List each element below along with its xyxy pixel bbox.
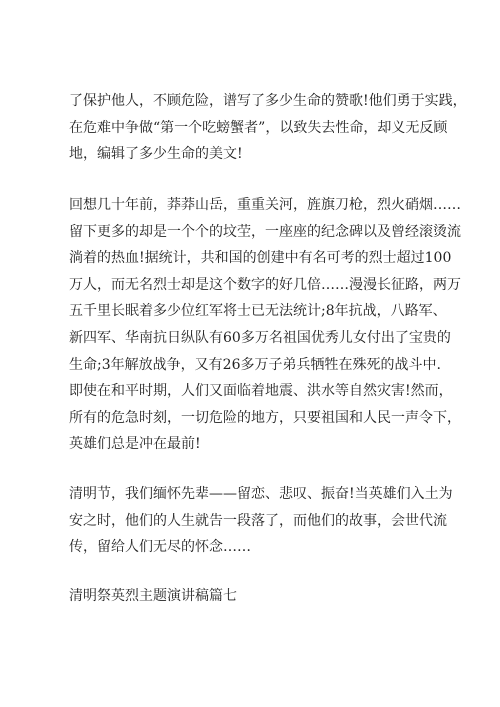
text-line: 即使在和平时期，人们又面临着地震、洪水等自然灾害!然而，	[69, 383, 453, 400]
text-line: 安之时，他们的人生就告一段落了，而他们的故事，会世代流	[69, 512, 447, 529]
text-line: 万人，而无名烈士却是这个数字的好几倍……漫漫长征路，两万	[69, 276, 461, 293]
text-line: 所有的危急时刻，一切危险的地方，只要祖国和人民一声令下，	[69, 409, 461, 426]
text-line: 回想几十年前，莽莽山岳，重重关河，旌旗刀枪，烈火硝烟……	[69, 197, 461, 213]
paragraph-qingming-remembrance	[69, 481, 453, 561]
text-line: 生命;3年解放战争，又有26多万子弟兵牺牲在殊死的战斗中.	[69, 356, 441, 373]
text-line: 英雄们总是冲在最前!	[69, 436, 201, 453]
text-line: 了保护他人，不顾危险，谱写了多少生命的赞歌!他们勇于实践，	[69, 93, 467, 109]
text-line: 清明节，我们缅怀先辈——留恋、悲叹、振奋!当英雄们入土为	[69, 486, 453, 502]
section-heading: 清明祭英烈主题演讲稿篇七	[69, 588, 237, 604]
paragraph-heroes-sacrifice	[69, 88, 467, 168]
text-line: 五千里长眠着多少位红军将士已无法统计;8年抗战，八路军、	[69, 303, 447, 320]
paragraph-martyrs-history	[69, 192, 461, 458]
text-line: 地，编辑了多少生命的美文!	[69, 146, 243, 163]
text-line: 在危难中争做“第一个吃螃蟹者”，以致失去性命，却义无反顾	[69, 119, 448, 136]
text-line: 传，留给人们无尽的怀念……	[69, 539, 251, 556]
text-line: 淌着的热血!据统计，共和国的创建中有名可考的烈士超过100	[69, 250, 452, 267]
text-line: 新四军、华南抗日纵队有60多万名祖国优秀儿女付出了宝贵的	[69, 329, 451, 346]
text-line: 留下更多的却是一个个的坟茔，一座座的纪念碑以及曾经滚烫流	[69, 223, 461, 240]
